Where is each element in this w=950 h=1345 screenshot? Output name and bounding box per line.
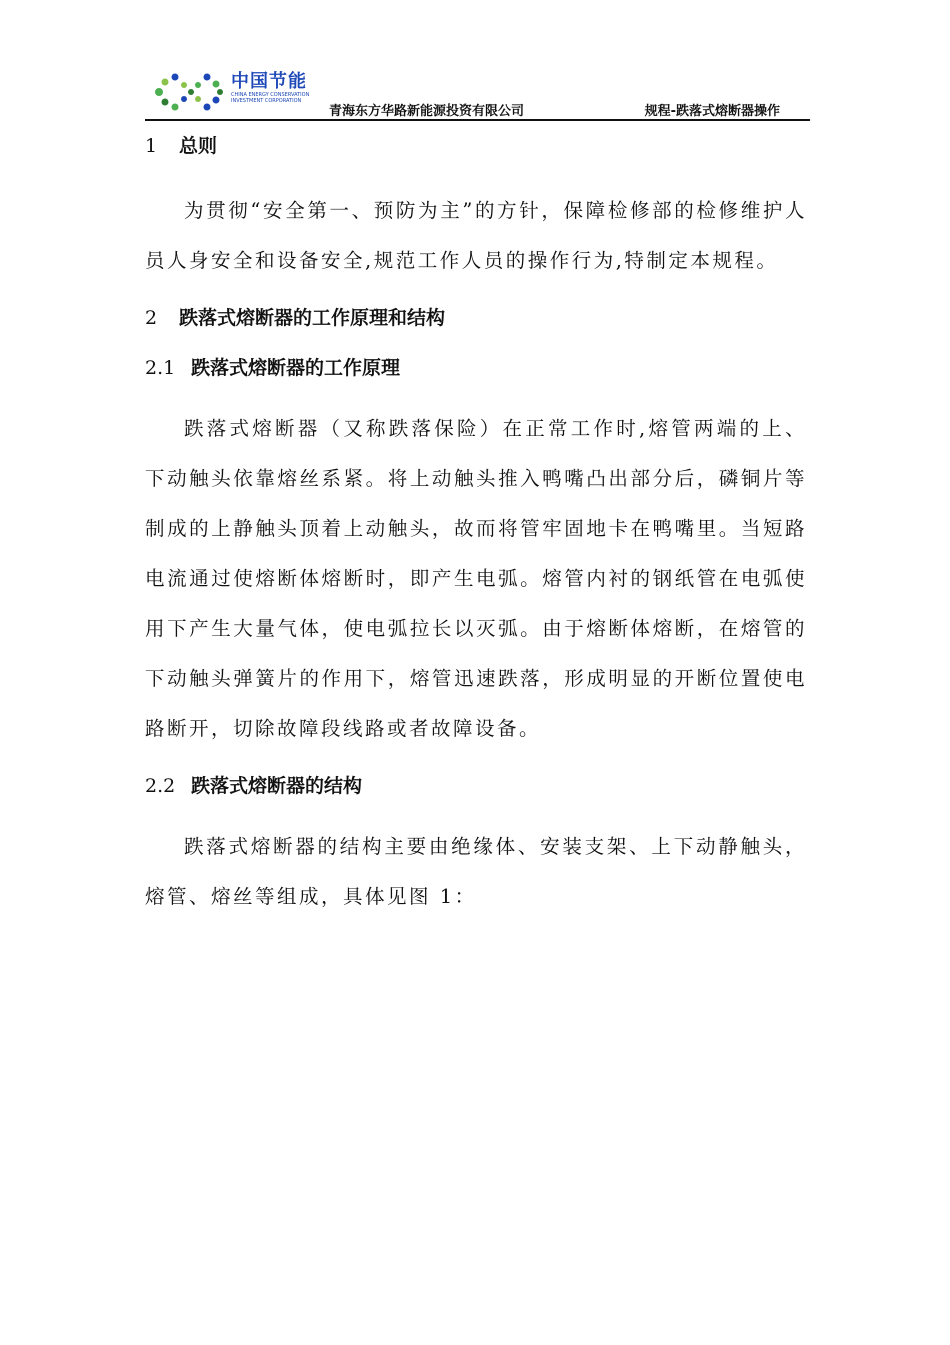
section-number: 2 xyxy=(145,307,158,329)
document-title: 规程-跌落式熔断器操作 xyxy=(644,104,780,119)
page-header xyxy=(145,64,810,122)
section-2-1-paragraph: 跌落式熔断器（又称跌落保险）在正常工作时,熔管两端的上、下动触头依靠熔丝系紧。将上动触头推入鸭嘴凸出部分后，磷铜片等制成的上静触头顶着上动触头，故而将管牢固地卡在鸭嘴里。当短路电流通过使熔断体熔断时，即产生电弧。熔管内衬的钢纸管在电弧使用下产生大量气体，使电弧拉长以灭弧。由于熔断体熔断，在熔管的下动触头弹簧片的作用下，熔管迅速跌落，形成明显的开断位置使电路断开，切除故障段线路或者故障设备。 xyxy=(145,417,807,740)
document-body xyxy=(145,128,807,922)
section-1-paragraph: 为贯彻“安全第一、预防为主”的方针，保障检修部的检修维护人员人身安全和设备安全,规范工作人员的操作行为,特制定本规程。 xyxy=(145,199,807,272)
section-2-2-heading xyxy=(145,768,807,804)
header-divider xyxy=(145,119,810,121)
section-2-1-heading xyxy=(145,350,807,386)
section-title: 跌落式熔断器的结构 xyxy=(191,775,363,797)
section-number: 2.1 xyxy=(145,357,176,379)
logo-chinese-name: 中国节能 xyxy=(231,71,307,92)
section-1-heading xyxy=(145,128,807,164)
section-2-heading xyxy=(145,300,807,336)
section-title: 总则 xyxy=(179,135,218,157)
section-number: 2.2 xyxy=(145,775,176,797)
logo-wordmark xyxy=(231,72,309,104)
section-title: 跌落式熔断器的工作原理和结构 xyxy=(179,307,446,329)
logo-english-line-2: INVESTMENT CORPORATION xyxy=(231,98,302,104)
section-number: 1 xyxy=(145,135,158,157)
company-logo-icon xyxy=(151,70,223,114)
section-2-2-paragraph: 跌落式熔断器的结构主要由绝缘体、安装支架、上下动静触头，熔管、熔丝等组成，具体见图 1： xyxy=(145,835,807,908)
logo-english-line-1: CHINA ENERGY CONSERVATION xyxy=(231,92,310,98)
company-name: 青海东方华路新能源投资有限公司 xyxy=(329,104,525,119)
section-title: 跌落式熔断器的工作原理 xyxy=(191,357,401,379)
